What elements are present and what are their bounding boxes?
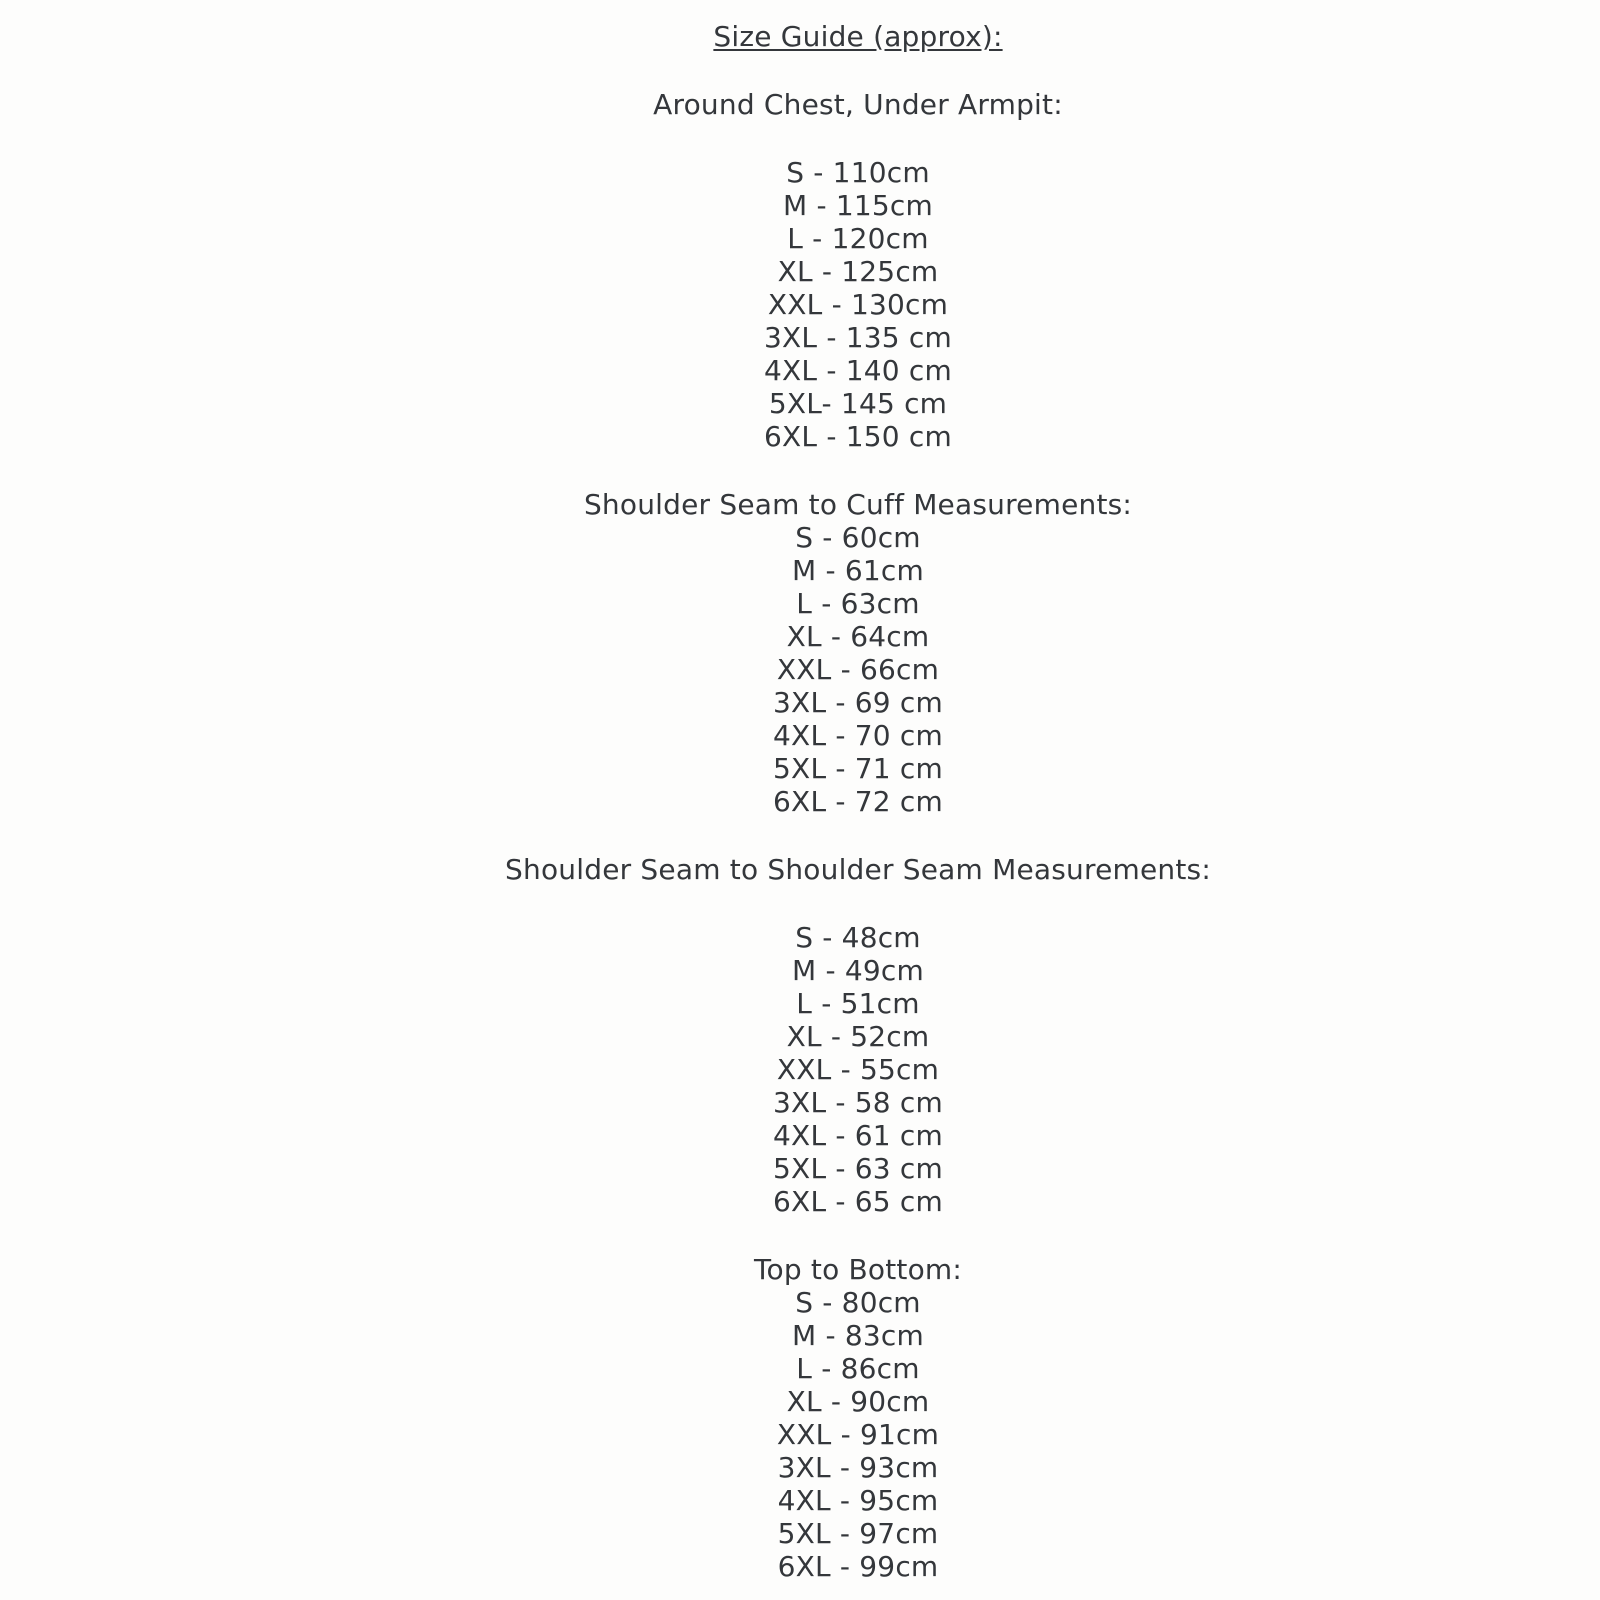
size-row: 4XL - 70 cm — [773, 719, 943, 752]
size-row: S - 60cm — [795, 521, 921, 554]
size-row: 4XL - 140 cm — [764, 354, 952, 387]
size-row: M - 49cm — [792, 954, 924, 987]
size-row: L - 120cm — [787, 222, 929, 255]
size-row: XL - 52cm — [786, 1020, 930, 1053]
size-row: XL - 64cm — [786, 620, 930, 653]
section-heading-cuff: Shoulder Seam to Cuff Measurements: — [583, 488, 1133, 521]
size-row: XL - 90cm — [786, 1385, 930, 1418]
size-row: L - 63cm — [796, 587, 920, 620]
size-row: 3XL - 93cm — [777, 1451, 939, 1484]
size-row: XL - 125cm — [777, 255, 939, 288]
size-row: 5XL - 97cm — [777, 1517, 939, 1550]
size-row: 5XL - 71 cm — [773, 752, 943, 785]
size-row: 5XL - 63 cm — [773, 1152, 943, 1185]
section-heading-length: Top to Bottom: — [753, 1253, 963, 1286]
size-row: S - 110cm — [786, 156, 930, 189]
size-row: XXL - 55cm — [776, 1053, 940, 1086]
page-title: Size Guide (approx): — [713, 20, 1003, 53]
size-row: 3XL - 58 cm — [773, 1086, 943, 1119]
spacer — [116, 1218, 1600, 1253]
size-row: 5XL- 145 cm — [768, 387, 948, 420]
size-row: 4XL - 61 cm — [773, 1119, 943, 1152]
size-row: M - 61cm — [792, 554, 924, 587]
size-row: 3XL - 69 cm — [773, 686, 943, 719]
spacer — [116, 818, 1600, 853]
size-row: 6XL - 99cm — [777, 1550, 939, 1583]
size-row: XXL - 130cm — [767, 288, 949, 321]
size-row: 4XL - 95cm — [777, 1484, 939, 1517]
size-row: XXL - 66cm — [776, 653, 940, 686]
size-row: 6XL - 150 cm — [764, 420, 952, 453]
size-row: S - 80cm — [795, 1286, 921, 1319]
section-heading-shoulder: Shoulder Seam to Shoulder Seam Measurements: — [505, 853, 1211, 886]
size-row: L - 51cm — [796, 987, 920, 1020]
spacer — [116, 121, 1600, 156]
size-row: M - 83cm — [792, 1319, 924, 1352]
size-row: XXL - 91cm — [776, 1418, 940, 1451]
size-row: 3XL - 135 cm — [764, 321, 952, 354]
size-row: 6XL - 65 cm — [773, 1185, 943, 1218]
spacer — [116, 453, 1600, 488]
size-row: S - 48cm — [795, 921, 921, 954]
spacer — [116, 886, 1600, 921]
size-row: M - 115cm — [783, 189, 933, 222]
spacer — [116, 53, 1600, 88]
size-row: L - 86cm — [796, 1352, 920, 1385]
section-heading-chest: Around Chest, Under Armpit: — [653, 88, 1063, 121]
size-row: 6XL - 72 cm — [773, 785, 943, 818]
